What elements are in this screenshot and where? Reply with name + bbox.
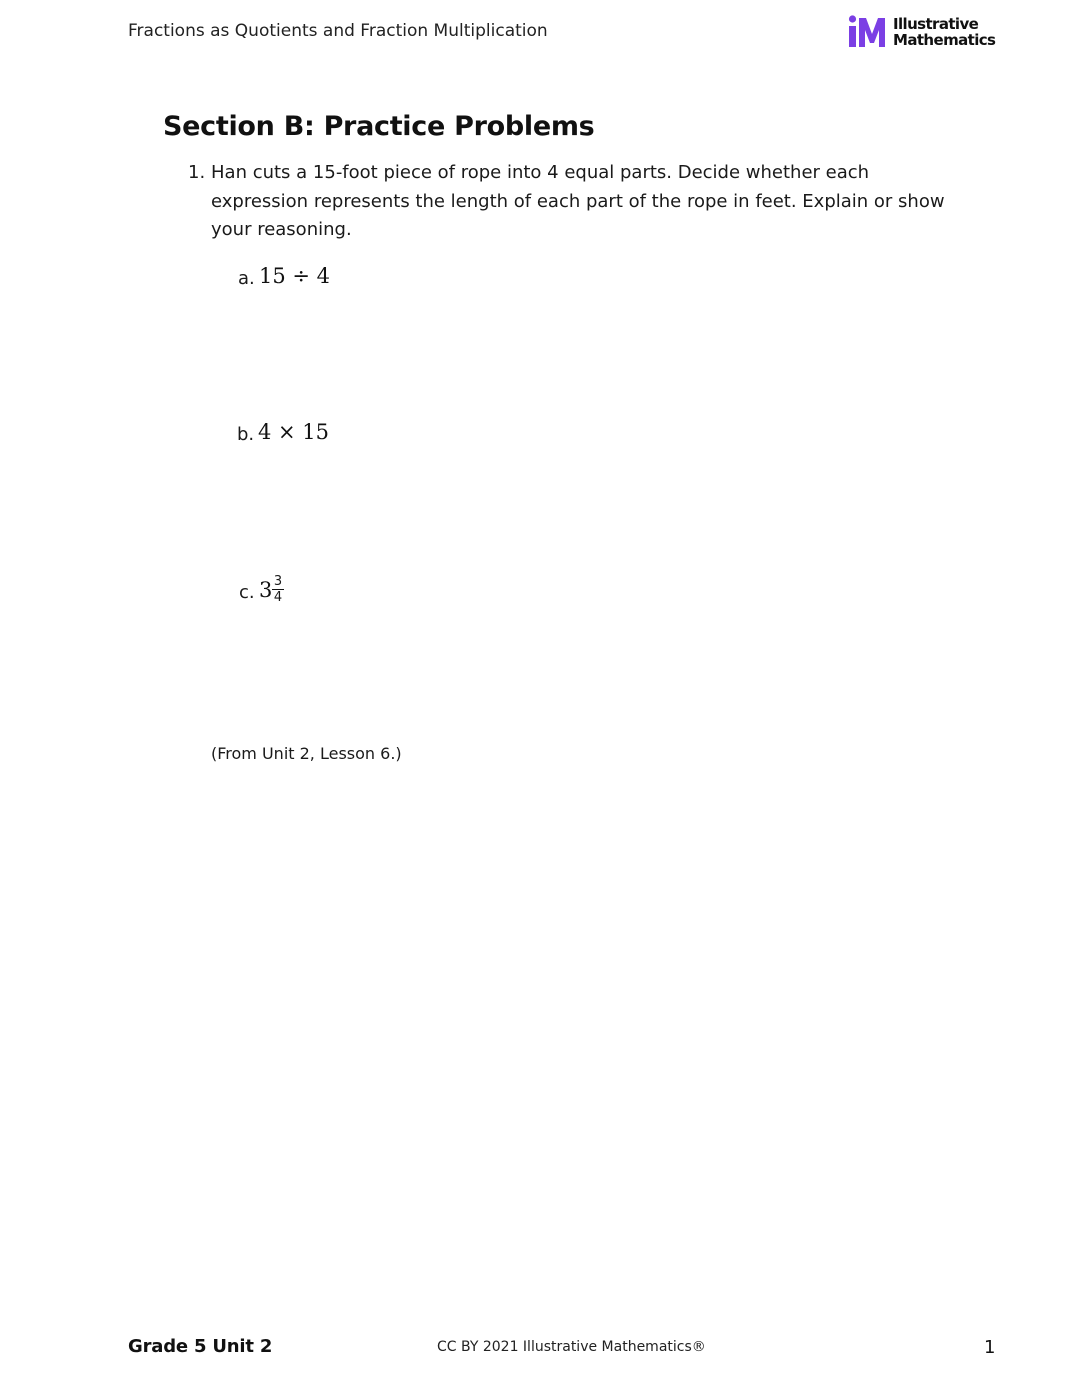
source-note: (From Unit 2, Lesson 6.) [211,744,402,763]
part-c-whole-number: 3 [259,578,273,602]
part-c-fraction [272,575,284,605]
illustrative-mathematics-logo [847,15,1007,51]
logo-text-line1: Illustrative [893,15,979,33]
footer-copyright: CC BY 2021 Illustrative Mathematics® [437,1339,706,1355]
footer-page-number: 1 [984,1337,996,1358]
fraction-denominator: 4 [273,590,283,605]
logo-text-line2: Mathematics [893,31,996,49]
fraction-numerator: 3 [273,574,283,589]
footer-grade-unit: Grade 5 Unit 2 [128,1336,273,1357]
problem-text: Han cuts a 15-foot piece of rope into 4 equal parts. Decide whether each expression represents the length of each part of the rope in feet. Explain or show your reasoning. [211,162,945,240]
part-a-expression: 15 ÷ 4 [259,264,331,288]
section-title: Section B: Practice Problems [163,111,595,142]
header-title: Fractions as Quotients and Fraction Multiplication [128,21,548,41]
part-a-label: a. [238,268,255,289]
part-b-expression: 4 × 15 [258,420,330,444]
problem-number: 1. [188,162,206,183]
part-c-label: c. [239,582,255,603]
im-logo-icon [847,15,889,49]
part-b-label: b. [237,424,255,445]
